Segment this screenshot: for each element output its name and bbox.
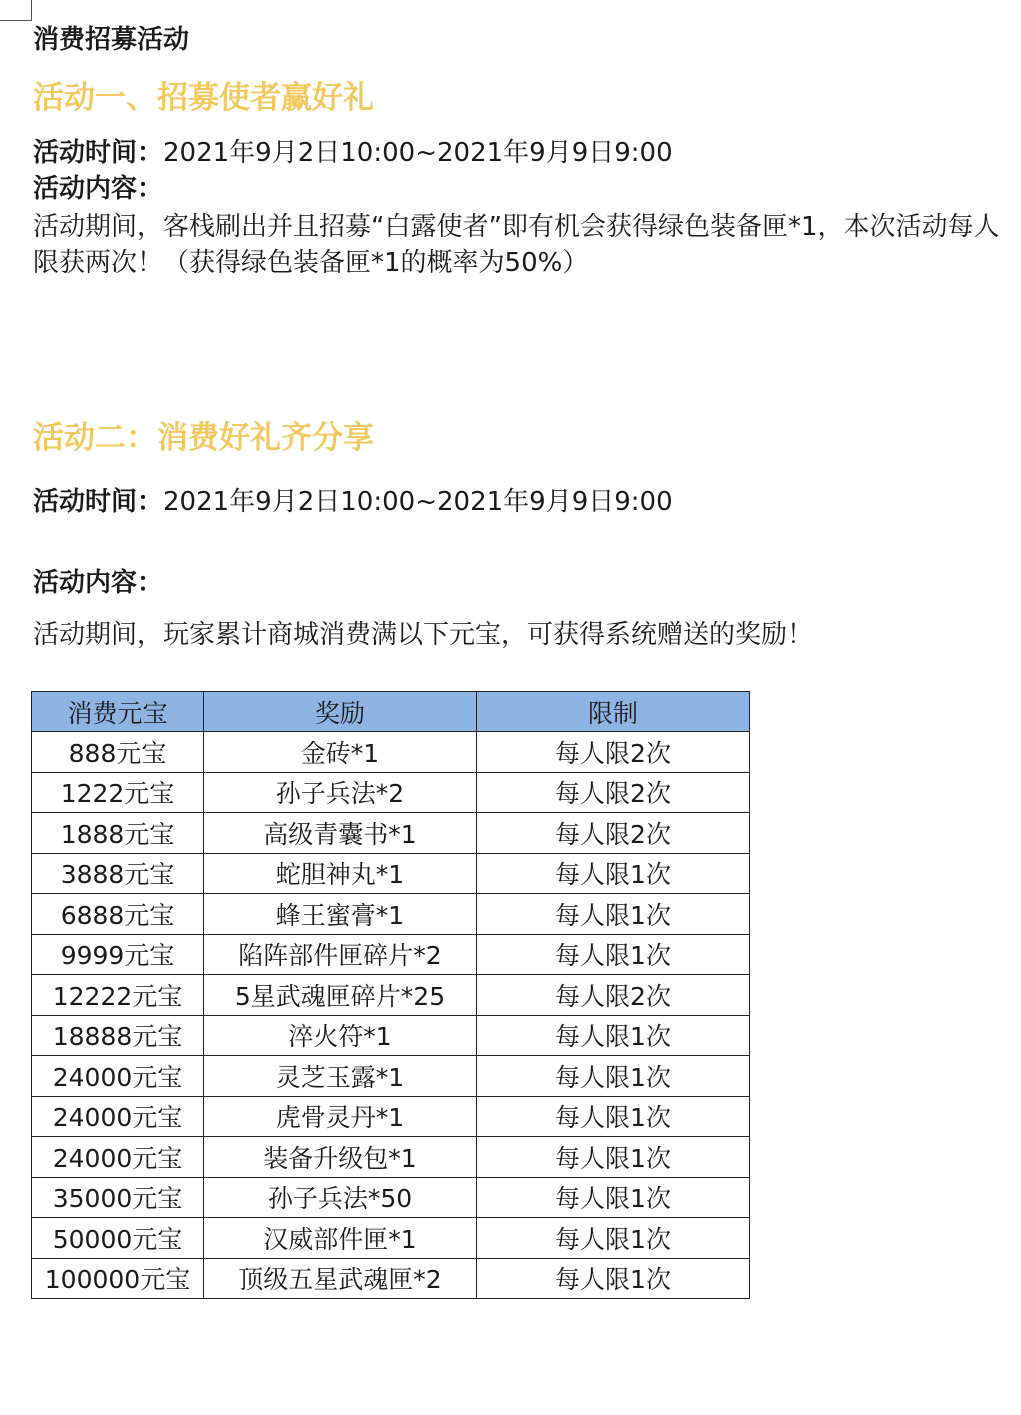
table-row [32,1015,750,1056]
activity2-time [33,484,673,520]
activity2-time-label: 活动时间： [33,487,164,517]
cell-spend: 12222元宝 [32,975,204,1016]
cell-limit: 每人限2次 [477,772,750,813]
header-limit: 限制 [477,692,750,732]
cell-reward: 5星武魂匣碎片*25 [204,975,477,1016]
cell-limit: 每人限1次 [477,1137,750,1178]
cell-reward: 孙子兵法*2 [204,772,477,813]
table-row [32,975,750,1016]
table-row [32,934,750,975]
table-header-row [32,692,750,732]
cell-reward: 淬火符*1 [204,1015,477,1056]
cell-limit: 每人限2次 [477,732,750,773]
cell-limit: 每人限1次 [477,1015,750,1056]
cell-reward: 陷阵部件匣碎片*2 [204,934,477,975]
cell-reward: 顶级五星武魂匣*2 [204,1258,477,1299]
cell-limit: 每人限1次 [477,1096,750,1137]
cell-spend: 6888元宝 [32,894,204,935]
cell-spend: 24000元宝 [32,1056,204,1097]
cell-spend: 3888元宝 [32,853,204,894]
cell-reward: 灵芝玉露*1 [204,1056,477,1097]
activity2-content-label-text: 活动内容： [33,568,164,598]
table-row [32,1258,750,1299]
table-row [32,772,750,813]
cell-reward: 高级青囊书*1 [204,813,477,854]
cell-spend: 1888元宝 [32,813,204,854]
activity1-time-label: 活动时间： [33,138,164,168]
cell-spend: 18888元宝 [32,1015,204,1056]
cell-spend: 24000元宝 [32,1137,204,1178]
table-row [32,1056,750,1097]
cell-limit: 每人限1次 [477,853,750,894]
table-row [32,853,750,894]
cell-limit: 每人限1次 [477,1218,750,1259]
activity2-content-label [33,565,163,601]
cell-reward: 汉威部件匣*1 [204,1218,477,1259]
cell-limit: 每人限2次 [477,813,750,854]
table-row [32,1096,750,1137]
table-row [32,1218,750,1259]
table-row [32,1177,750,1218]
activity1-content-text: 活动期间，客栈刷出并且招募“白露使者”即有机会获得绿色装备匣*1，本次活动每人限获两次！（获得绿色装备匣*1的概率为50%） [33,212,1000,278]
page-corner-mark [0,0,32,21]
cell-reward: 虎骨灵丹*1 [204,1096,477,1137]
cell-spend: 50000元宝 [32,1218,204,1259]
cell-reward: 蜂王蜜膏*1 [204,894,477,935]
activity1-content-label [33,171,163,207]
activity1-content-label-text: 活动内容： [33,174,164,204]
activity2-content-text: 活动期间，玩家累计商城消费满以下元宝，可获得系统赠送的奖励！ [33,620,814,650]
cell-limit: 每人限1次 [477,934,750,975]
cell-limit: 每人限2次 [477,975,750,1016]
cell-spend: 888元宝 [32,732,204,773]
activity1-time-value: 2021年9月2日10:00~2021年9月9日9:00 [163,138,673,168]
table-row [32,732,750,773]
cell-reward: 装备升级包*1 [204,1137,477,1178]
cell-reward: 蛇胆神丸*1 [204,853,477,894]
activity2-heading: 活动二：消费好礼齐分享 [33,420,374,456]
rewards-table [31,691,750,1299]
cell-limit: 每人限1次 [477,894,750,935]
cell-spend: 100000元宝 [32,1258,204,1299]
activity1-time [33,135,673,171]
table-row [32,813,750,854]
document-title: 消费招募活动 [33,25,190,55]
cell-limit: 每人限1次 [477,1258,750,1299]
cell-limit: 每人限1次 [477,1056,750,1097]
cell-spend: 1222元宝 [32,772,204,813]
cell-reward: 孙子兵法*50 [204,1177,477,1218]
table-row [32,894,750,935]
cell-reward: 金砖*1 [204,732,477,773]
table-row [32,1137,750,1178]
header-reward: 奖励 [204,692,477,732]
activity2-time-value: 2021年9月2日10:00~2021年9月9日9:00 [163,487,673,517]
header-spend: 消费元宝 [32,692,204,732]
cell-limit: 每人限1次 [477,1177,750,1218]
activity1-heading: 活动一、招募使者赢好礼 [33,80,374,116]
cell-spend: 24000元宝 [32,1096,204,1137]
cell-spend: 35000元宝 [32,1177,204,1218]
cell-spend: 9999元宝 [32,934,204,975]
